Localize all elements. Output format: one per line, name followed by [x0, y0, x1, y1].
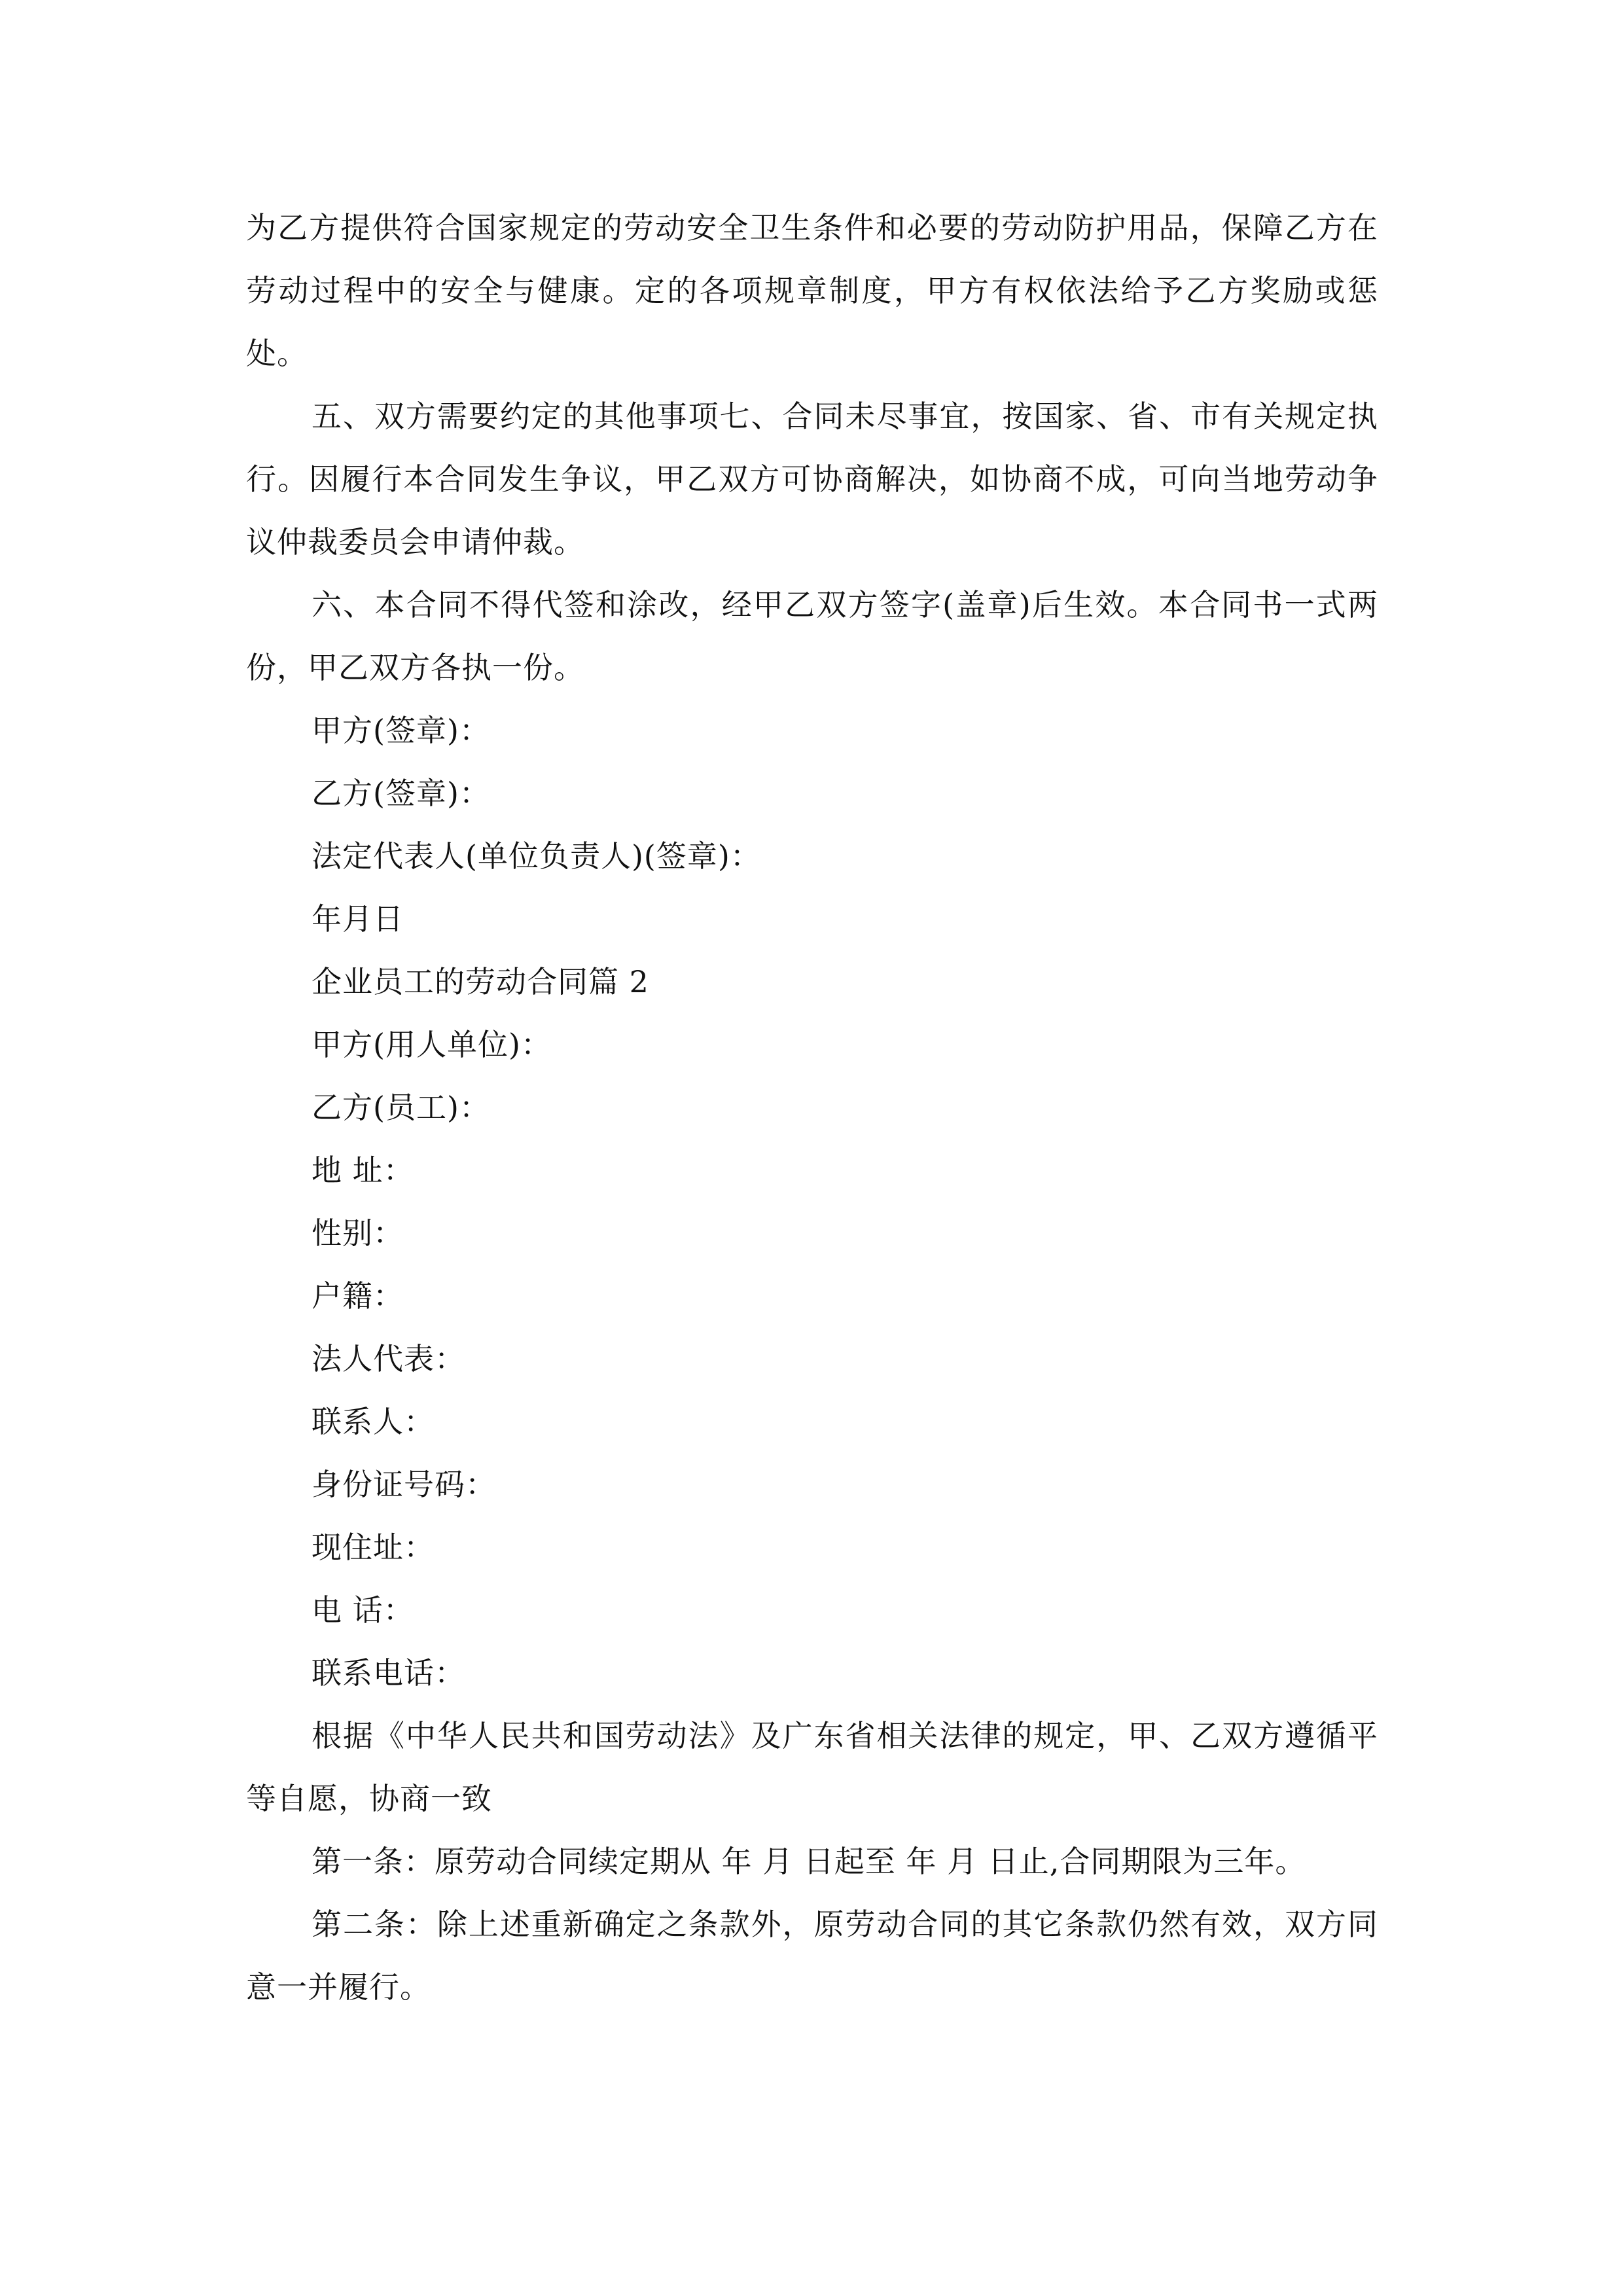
paragraph-legal-basis: 根据《中华人民共和国劳动法》及广东省相关法律的规定，甲、乙双方遵循平等自愿，协商一致 — [246, 1718, 1378, 1816]
field-household-registration: 户籍： — [312, 1278, 404, 1314]
section-title: 企业员工的劳动合同篇 2 — [312, 964, 649, 999]
field-gender: 性别： — [312, 1215, 404, 1251]
field-party-a: 甲方(用人单位)： — [312, 1027, 552, 1062]
paragraph-safety-conditions: 为乙方提供符合国家规定的劳动安全卫生条件和必要的劳动防护用品，保障乙方在劳动过程中的安全与健康。定的各项规章制度，甲方有权依法给予乙方奖励或惩处。 — [246, 210, 1378, 371]
field-id-number: 身份证号码： — [312, 1467, 496, 1502]
paragraph-effectiveness: 六、本合同不得代签和涂改，经甲乙双方签字(盖章)后生效。本合同书一式两份，甲乙双方各执一份。 — [246, 587, 1378, 685]
field-contact-phone: 联系电话： — [312, 1655, 465, 1691]
article-one: 第一条：原劳动合同续定期从 年 月 日起至 年 月 日止,合同期限为三年。 — [312, 1844, 1306, 1879]
document-body — [246, 196, 1378, 2018]
article-two: 第二条：除上述重新确定之条款外，原劳动合同的其它条款仍然有效，双方同意一并履行。 — [246, 1907, 1378, 2005]
paragraph-other-matters: 五、双方需要约定的其他事项七、合同未尽事宜，按国家、省、市有关规定执行。因履行本合同发生争议，甲乙双方可协商解决，如协商不成，可向当地劳动争议仲裁委员会申请仲裁。 — [246, 399, 1378, 560]
field-party-b: 乙方(员工)： — [312, 1090, 490, 1125]
field-current-address: 现住址： — [312, 1530, 435, 1565]
field-legal-representative: 法人代表： — [312, 1341, 465, 1376]
date-line: 年月日 — [312, 901, 404, 937]
field-phone: 电 话： — [312, 1592, 414, 1628]
party-a-signature-line: 甲方(签章)： — [312, 713, 490, 748]
field-address: 地 址： — [312, 1153, 414, 1188]
party-b-signature-line: 乙方(签章)： — [312, 776, 490, 811]
legal-representative-signature-line: 法定代表人(单位负责人)(签章)： — [312, 838, 761, 874]
field-contact-person: 联系人： — [312, 1404, 435, 1439]
